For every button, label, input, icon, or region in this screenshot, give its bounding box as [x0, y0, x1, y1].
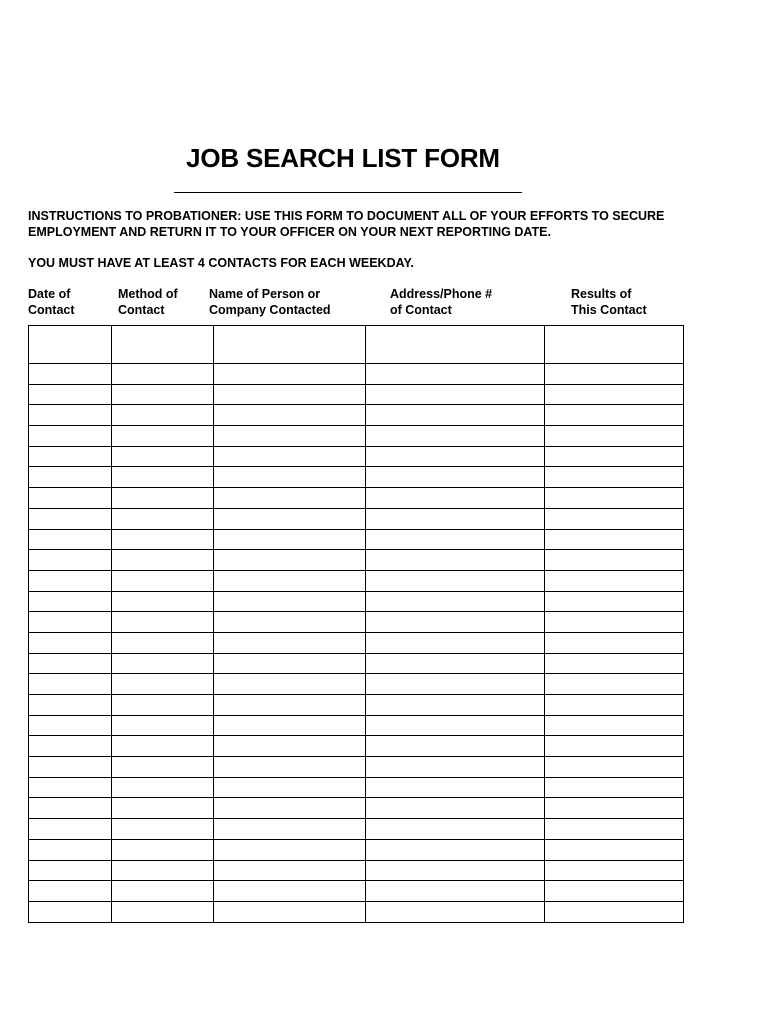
table-cell[interactable] — [112, 488, 214, 509]
table-cell[interactable] — [29, 674, 112, 695]
table-cell[interactable] — [214, 819, 366, 840]
table-cell[interactable] — [366, 508, 545, 529]
instructions-text: INSTRUCTIONS TO PROBATIONER: USE THIS FORM TO DOCUMENT ALL OF YOUR EFFORTS TO SECURE EMPLOYMENT AND RETURN IT TO YOUR OFFICER ON YOUR NEXT REPORTING DATE. — [28, 209, 665, 239]
table-cell[interactable] — [112, 364, 214, 385]
table-cell[interactable] — [112, 591, 214, 612]
table-cell[interactable] — [214, 570, 366, 591]
table-cell[interactable] — [366, 591, 545, 612]
table-cell[interactable] — [366, 405, 545, 426]
title-underline — [174, 192, 522, 193]
table-cell[interactable] — [112, 529, 214, 550]
table-cell[interactable] — [545, 405, 684, 426]
table-row — [29, 777, 684, 798]
table-row — [29, 736, 684, 757]
table-cell[interactable] — [112, 384, 214, 405]
column-header-line: Address/Phone # — [390, 287, 493, 301]
column-header-line: Contact — [28, 303, 75, 317]
table-cell[interactable] — [545, 384, 684, 405]
table-cell[interactable] — [112, 570, 214, 591]
table-cell[interactable] — [29, 488, 112, 509]
table-row — [29, 426, 684, 447]
table-cell[interactable] — [112, 798, 214, 819]
column-header-line: Name of Person or — [209, 287, 321, 301]
table-cell[interactable] — [29, 591, 112, 612]
table-cell[interactable] — [29, 839, 112, 860]
table-cell[interactable] — [112, 508, 214, 529]
table-cell[interactable] — [214, 881, 366, 902]
table-cell[interactable] — [366, 757, 545, 778]
table-cell[interactable] — [545, 881, 684, 902]
table-cell[interactable] — [214, 674, 366, 695]
table-cell[interactable] — [545, 467, 684, 488]
table-cell[interactable] — [29, 326, 112, 364]
table-cell[interactable] — [545, 819, 684, 840]
table-cell[interactable] — [214, 529, 366, 550]
table-cell[interactable] — [29, 508, 112, 529]
column-header-line: Method of — [118, 287, 178, 301]
table-cell[interactable] — [366, 839, 545, 860]
table-cell[interactable] — [545, 715, 684, 736]
table-cell[interactable] — [214, 405, 366, 426]
table-cell[interactable] — [29, 777, 112, 798]
table-row — [29, 653, 684, 674]
table-cell[interactable] — [112, 819, 214, 840]
table-row — [29, 364, 684, 385]
table-cell[interactable] — [29, 612, 112, 633]
table-cell[interactable] — [112, 550, 214, 571]
table-cell[interactable] — [112, 715, 214, 736]
table-cell[interactable] — [366, 426, 545, 447]
table-row — [29, 384, 684, 405]
table-cell[interactable] — [366, 384, 545, 405]
table-cell[interactable] — [545, 508, 684, 529]
table-cell[interactable] — [112, 405, 214, 426]
table-cell[interactable] — [366, 446, 545, 467]
table-row — [29, 405, 684, 426]
table-cell[interactable] — [214, 364, 366, 385]
table-cell[interactable] — [366, 467, 545, 488]
table-cell[interactable] — [545, 757, 684, 778]
table-cell[interactable] — [29, 819, 112, 840]
table-cell[interactable] — [366, 881, 545, 902]
table-row — [29, 529, 684, 550]
table-cell[interactable] — [29, 881, 112, 902]
table-cell[interactable] — [29, 901, 112, 922]
requirement-text: YOU MUST HAVE AT LEAST 4 CONTACTS FOR EACH WEEKDAY. — [28, 256, 414, 270]
table-cell[interactable] — [545, 529, 684, 550]
table-cell[interactable] — [366, 901, 545, 922]
table-cell[interactable] — [29, 405, 112, 426]
table-cell[interactable] — [112, 695, 214, 716]
table-cell[interactable] — [545, 632, 684, 653]
table-cell[interactable] — [545, 612, 684, 633]
table-cell[interactable] — [112, 674, 214, 695]
table-cell[interactable] — [214, 860, 366, 881]
table-cell[interactable] — [366, 488, 545, 509]
table-row — [29, 901, 684, 922]
table-cell[interactable] — [366, 674, 545, 695]
table-row — [29, 488, 684, 509]
table-cell[interactable] — [112, 839, 214, 860]
table-cell[interactable] — [112, 860, 214, 881]
table-cell[interactable] — [545, 550, 684, 571]
table-cell[interactable] — [366, 715, 545, 736]
column-header-results — [571, 286, 647, 318]
table-cell[interactable] — [214, 467, 366, 488]
table-cell[interactable] — [545, 488, 684, 509]
table-cell[interactable] — [112, 467, 214, 488]
table-row — [29, 757, 684, 778]
table-cell[interactable] — [366, 364, 545, 385]
table-cell[interactable] — [214, 591, 366, 612]
table-cell[interactable] — [214, 550, 366, 571]
table-cell[interactable] — [29, 570, 112, 591]
table-cell[interactable] — [112, 881, 214, 902]
table-cell[interactable] — [29, 550, 112, 571]
table-cell[interactable] — [545, 591, 684, 612]
column-header-address — [390, 286, 492, 318]
table-row — [29, 798, 684, 819]
table-cell[interactable] — [112, 901, 214, 922]
table-row — [29, 570, 684, 591]
table-cell[interactable] — [214, 488, 366, 509]
table-cell[interactable] — [29, 446, 112, 467]
table-cell[interactable] — [214, 901, 366, 922]
table-row — [29, 632, 684, 653]
table-cell[interactable] — [112, 446, 214, 467]
table-cell[interactable] — [545, 364, 684, 385]
table-cell[interactable] — [214, 798, 366, 819]
table-row — [29, 695, 684, 716]
table-cell[interactable] — [112, 757, 214, 778]
table-cell[interactable] — [214, 715, 366, 736]
column-header-line: Results of — [571, 287, 632, 301]
table-cell[interactable] — [29, 798, 112, 819]
form-title: JOB SEARCH LIST FORM — [186, 143, 500, 173]
table-cell[interactable] — [366, 777, 545, 798]
table-cell[interactable] — [29, 860, 112, 881]
table-row — [29, 881, 684, 902]
table-cell[interactable] — [29, 695, 112, 716]
contacts-table — [28, 325, 684, 923]
table-row — [29, 467, 684, 488]
table-cell[interactable] — [545, 901, 684, 922]
table-cell[interactable] — [112, 612, 214, 633]
table-cell[interactable] — [545, 326, 684, 364]
table-cell[interactable] — [366, 653, 545, 674]
table-cell[interactable] — [29, 757, 112, 778]
table-row — [29, 715, 684, 736]
table-cell[interactable] — [214, 736, 366, 757]
table-cell[interactable] — [366, 570, 545, 591]
table-cell[interactable] — [214, 695, 366, 716]
table-cell[interactable] — [366, 612, 545, 633]
table-cell[interactable] — [29, 736, 112, 757]
table-row — [29, 819, 684, 840]
table-cell[interactable] — [214, 632, 366, 653]
table-cell[interactable] — [29, 384, 112, 405]
table-cell[interactable] — [214, 653, 366, 674]
table-row — [29, 674, 684, 695]
table-cell[interactable] — [545, 736, 684, 757]
table-cell[interactable] — [366, 550, 545, 571]
table-cell[interactable] — [112, 426, 214, 447]
column-header-line: of Contact — [390, 303, 452, 317]
table-row — [29, 508, 684, 529]
table-cell[interactable] — [545, 653, 684, 674]
column-header-line: Company Contacted — [209, 303, 331, 317]
table-cell[interactable] — [112, 736, 214, 757]
table-cell[interactable] — [214, 426, 366, 447]
table-row — [29, 612, 684, 633]
table-cell[interactable] — [214, 839, 366, 860]
table-cell[interactable] — [214, 612, 366, 633]
table-cell[interactable] — [366, 529, 545, 550]
table-cell[interactable] — [366, 736, 545, 757]
table-cell[interactable] — [366, 860, 545, 881]
table-cell[interactable] — [545, 570, 684, 591]
table-cell[interactable] — [214, 326, 366, 364]
table-cell[interactable] — [545, 777, 684, 798]
table-cell[interactable] — [112, 326, 214, 364]
table-cell[interactable] — [29, 653, 112, 674]
table-cell[interactable] — [214, 777, 366, 798]
table-cell[interactable] — [29, 364, 112, 385]
table-row — [29, 839, 684, 860]
table-cell[interactable] — [545, 695, 684, 716]
table-cell[interactable] — [366, 819, 545, 840]
table-cell[interactable] — [545, 446, 684, 467]
table-cell[interactable] — [214, 508, 366, 529]
table-row — [29, 591, 684, 612]
table-cell[interactable] — [366, 695, 545, 716]
table-cell[interactable] — [29, 426, 112, 447]
table-cell[interactable] — [112, 777, 214, 798]
table-cell[interactable] — [29, 715, 112, 736]
table-row — [29, 446, 684, 467]
contacts-table-body — [29, 326, 684, 923]
table-cell[interactable] — [214, 446, 366, 467]
table-row — [29, 860, 684, 881]
column-header-method — [118, 286, 178, 318]
column-header-name — [209, 286, 331, 318]
table-cell[interactable] — [112, 653, 214, 674]
table-cell[interactable] — [545, 798, 684, 819]
table-cell[interactable] — [545, 839, 684, 860]
table-cell[interactable] — [29, 632, 112, 653]
column-header-date — [28, 286, 75, 318]
column-header-line: Date of — [28, 287, 71, 301]
table-cell[interactable] — [366, 632, 545, 653]
table-cell[interactable] — [29, 467, 112, 488]
table-cell[interactable] — [112, 632, 214, 653]
column-header-line: Contact — [118, 303, 165, 317]
table-cell[interactable] — [214, 384, 366, 405]
table-cell[interactable] — [214, 757, 366, 778]
table-cell[interactable] — [545, 674, 684, 695]
column-header-line: This Contact — [571, 303, 647, 317]
table-cell[interactable] — [366, 326, 545, 364]
table-row — [29, 550, 684, 571]
table-cell[interactable] — [366, 798, 545, 819]
table-cell[interactable] — [545, 426, 684, 447]
table-row — [29, 326, 684, 364]
table-cell[interactable] — [545, 860, 684, 881]
table-cell[interactable] — [29, 529, 112, 550]
